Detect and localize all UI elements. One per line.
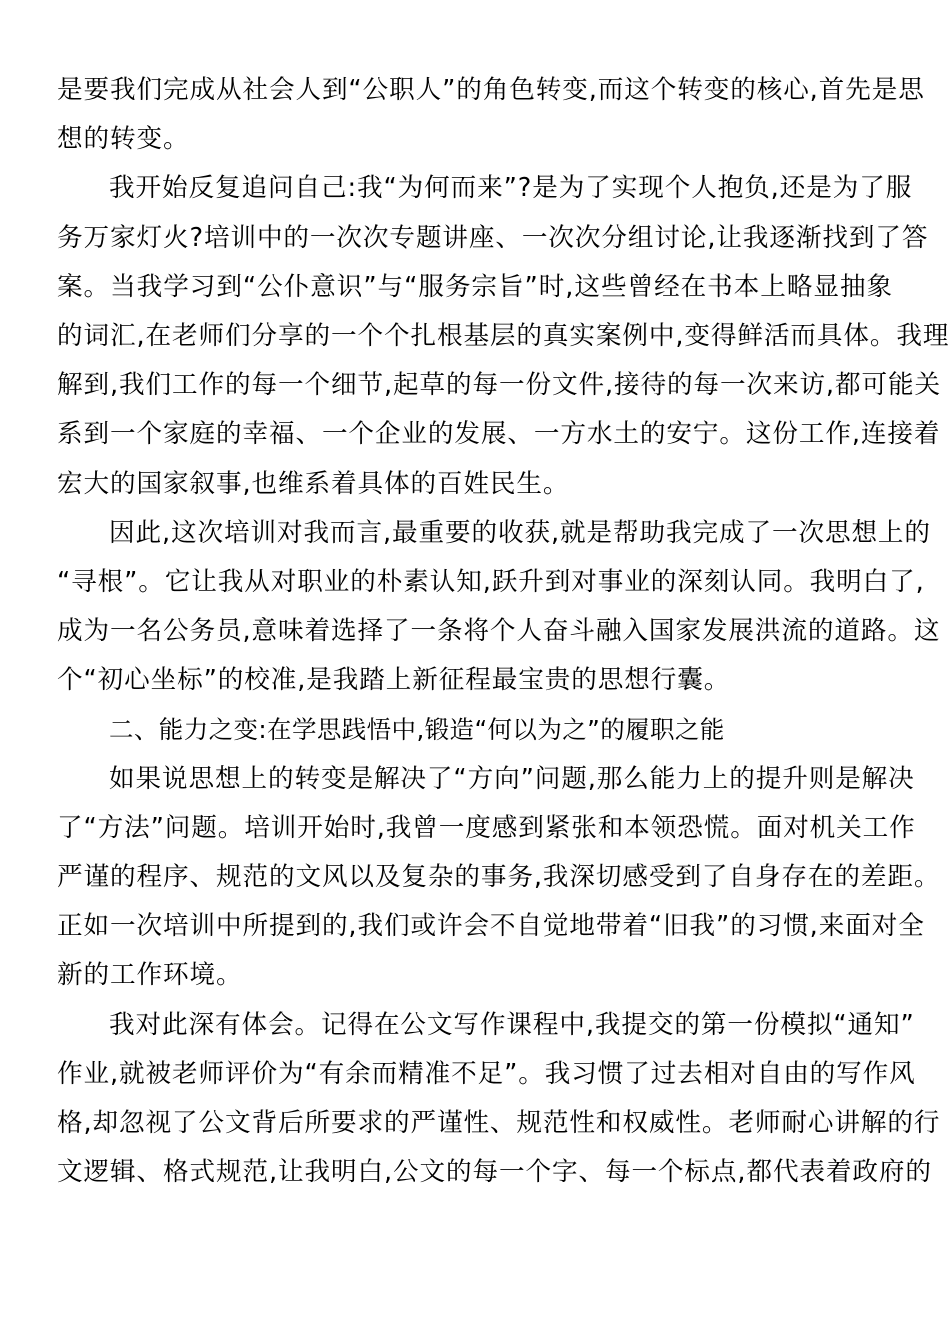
text-line: 解到,我们工作的每一个细节,起草的每一份文件,接待的每一次来访,都可能关 <box>57 370 941 401</box>
text-line: 系到一个家庭的幸福、一个企业的发展、一方水土的安宁。这份工作,连接着 <box>57 419 941 450</box>
text-line: 因此,这次培训对我而言,最重要的收获,就是帮助我完成了一次思想上的 <box>109 517 931 548</box>
text-line: 务万家灯火?培训中的一次次专题讲座、一次次分组讨论,让我逐渐找到了答 <box>57 222 929 253</box>
text-line: 格,却忽视了公文背后所要求的严谨性、规范性和权威性。老师耐心讲解的行 <box>57 1107 941 1138</box>
text-line: 严谨的程序、规范的文风以及复杂的事务,我深切感受到了自身存在的差距。 <box>57 862 941 892</box>
text-line: 作业,就被老师评价为“有余而精准不足”。我习惯了过去相对自由的写作风 <box>57 1058 916 1089</box>
section-heading <box>57 705 893 754</box>
paragraph-2 <box>57 164 950 508</box>
text-line: 新的工作环境。 <box>57 960 243 991</box>
text-line: 文逻辑、格式规范,让我明白,公文的每一个字、每一个标点,都代表着政府的 <box>57 1157 932 1188</box>
text-line: 如果说思想上的转变是解决了“方向”问题,那么能力上的提升则是解决 <box>109 763 915 794</box>
text-line: 了“方法”问题。培训开始时,我曾一度感到紧张和本领恐慌。面对机关工作 <box>57 812 916 843</box>
text-line: 的词汇,在老师们分享的一个个扎根基层的真实案例中,变得鲜活而具体。我理 <box>57 320 950 351</box>
text-line: 想的转变。 <box>57 124 190 155</box>
heading-text: 二、能力之变:在学思践悟中,锻造“何以为之”的履职之能 <box>109 715 725 745</box>
text-line: 是要我们完成从社会人到“公职人”的角色转变,而这个转变的核心,首先是思 <box>57 75 925 105</box>
text-line: 正如一次培训中所提到的,我们或许会不自觉地带着“旧我”的习惯,来面对全 <box>57 911 925 942</box>
paragraph-4 <box>57 755 941 1001</box>
text-line: “寻根”。它让我从对职业的朴素认知,跃升到对事业的深刻认同。我明白了, <box>57 566 925 597</box>
paragraph-3 <box>57 509 941 706</box>
paragraph-5 <box>57 1001 941 1198</box>
document-page <box>57 66 950 1197</box>
text-line: 我开始反复追问自己:我“为何而来”?是为了实现个人抱负,还是为了服 <box>109 173 913 204</box>
text-line: 个“初心坐标”的校准,是我踏上新征程最宝贵的思想行囊。 <box>57 665 731 696</box>
text-line: 案。当我学习到“公仆意识”与“服务宗旨”时,这些曾经在书本上略显抽象 <box>57 271 893 302</box>
text-line: 成为一名公务员,意味着选择了一条将个人奋斗融入国家发展洪流的道路。这 <box>57 616 941 647</box>
text-line: 宏大的国家叙事,也维系着具体的百姓民生。 <box>57 468 570 499</box>
text-line: 我对此深有体会。记得在公文写作课程中,我提交的第一份模拟“通知” <box>109 1009 915 1040</box>
paragraph-1 <box>57 66 925 164</box>
